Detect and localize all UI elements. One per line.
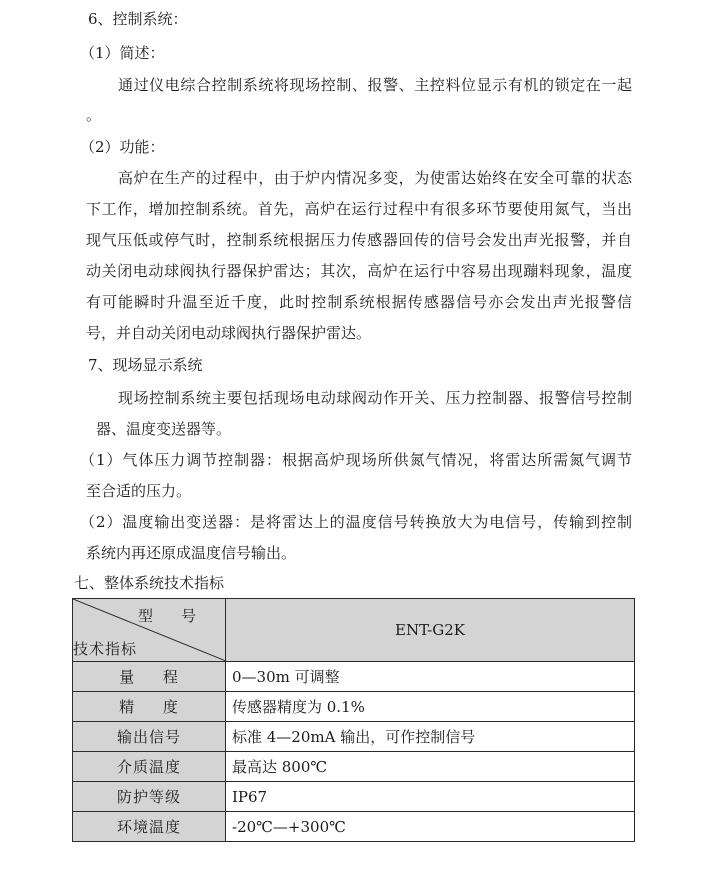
row-label: 防护等级 [73, 782, 226, 812]
table-row [73, 812, 635, 842]
section-7-intro-line-1: 现场控制系统主要包括现场电动球阀动作开关、压力控制器、报警信号控制 [118, 389, 632, 407]
row-label: 精 度 [73, 692, 226, 722]
section-7-heading: 7、现场显示系统 [88, 356, 203, 374]
section-6-sub-summary: （1）简述： [80, 44, 165, 62]
row-value: IP67 [226, 782, 635, 812]
spec-model: ENT-G2K [226, 599, 635, 662]
section-7-intro-line-2: 器、温度变送器等。 [96, 420, 232, 438]
row-label: 量 程 [73, 662, 226, 692]
section-6-function-line-6: 号，并自动关闭电动球阀执行器保护雷达。 [86, 324, 372, 342]
section-6-heading: 6、控制系统： [88, 10, 188, 28]
section-7-item-2-line-2: 系统内再还原成温度信号输出。 [86, 544, 297, 562]
section-6-function-line-1: 高炉在生产的过程中，由于炉内情况多变，为使雷达始终在安全可靠的状态 [118, 169, 632, 187]
section-6-summary-line-1: 通过仪电综合控制系统将现场控制、报警、主控料位显示有机的锁定在一起 [118, 76, 632, 94]
spec-heading: 七、整体系统技术指标 [74, 574, 225, 592]
section-6-function-line-5: 有可能瞬时升温至近千度，此时控制系统根据传感器信号亦会发出声光报警信 [86, 293, 632, 311]
section-6-function-line-2: 下工作，增加控制系统。首先，高炉在运行过程中有很多环节要使用氮气，当出 [86, 200, 632, 218]
row-value: 0—30m 可调整 [226, 662, 635, 692]
section-7-item-1-line-2: 至合适的压力。 [86, 482, 192, 500]
section-6-summary-line-2: 。 [86, 106, 102, 124]
section-6-function-line-3: 现气压低或停气时，控制系统根据压力传感器回传的信号会发出声光报警，并自 [86, 231, 632, 249]
table-row [73, 692, 635, 722]
table-row [73, 662, 635, 692]
row-value: 传感器精度为 0.1% [226, 692, 635, 722]
spec-header-type: 型号 [138, 607, 225, 625]
row-value: 标准 4—20mA 输出，可作控制信号 [226, 722, 635, 752]
section-7-item-1-line-1: （1）气体压力调节控制器：根据高炉现场所供氮气情况，将雷达所需氮气调节 [80, 451, 632, 469]
table-row [73, 752, 635, 782]
spec-table [72, 598, 635, 842]
table-row [73, 722, 635, 752]
spec-header-diagonal-cell [73, 599, 226, 662]
row-label: 介质温度 [73, 752, 226, 782]
row-value: -20℃—+300℃ [226, 812, 635, 842]
table-row [73, 782, 635, 812]
row-label: 环境温度 [73, 812, 226, 842]
spec-header-index: 技术指标 [73, 640, 138, 658]
spec-header-row [73, 599, 635, 662]
section-6-function-line-4: 动关闭电动球阀执行器保护雷达；其次，高炉在运行中容易出现蹦料现象，温度 [86, 262, 632, 280]
row-value: 最高达 800℃ [226, 752, 635, 782]
row-label: 输出信号 [73, 722, 226, 752]
section-7-item-2-line-1: （2）温度输出变送器：是将雷达上的温度信号转换放大为电信号，传输到控制 [80, 513, 632, 531]
section-6-sub-function: （2）功能： [80, 138, 165, 156]
